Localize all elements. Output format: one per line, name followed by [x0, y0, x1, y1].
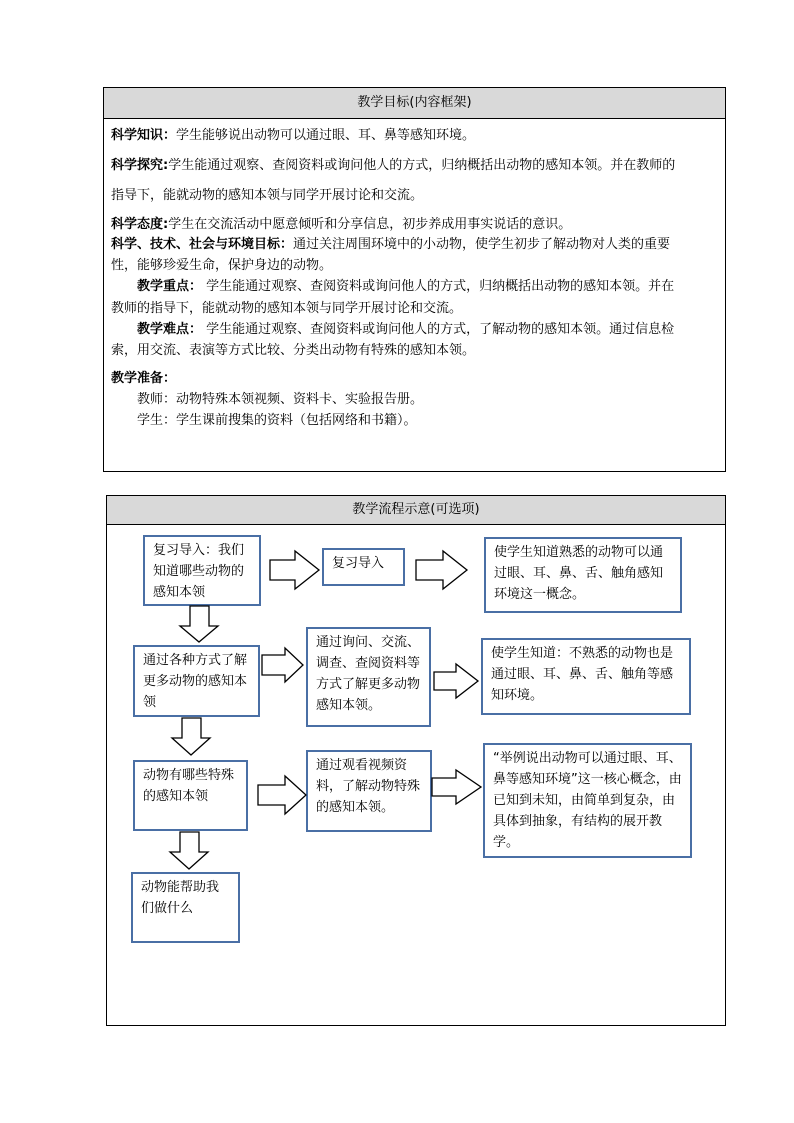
objective-text: 学生能通过观察、查阅资料或询问他人的方式，归纳概括出动物的感知本领。并在 [202, 279, 675, 294]
flow-box-review-intro: 复习导入：我们知道哪些动物的感知本领 [143, 535, 261, 606]
objective-line [111, 341, 475, 361]
objective-text: 学生在交流活动中愿意倾听和分享信息，初步养成用事实说话的意识。 [168, 217, 572, 232]
objective-line [111, 256, 332, 276]
objective-line [111, 299, 462, 319]
flow-box-review: 复习导入 [322, 548, 405, 586]
objective-line [137, 390, 423, 410]
flow-header: 教学流程示意(可选项) [107, 496, 725, 525]
objective-line [137, 277, 674, 297]
flow-box-goal-2: 使学生知道：不熟悉的动物也是通过眼、耳、鼻、舌、触角等感知环境。 [481, 638, 691, 715]
objective-label: 科学知识： [111, 128, 177, 143]
objective-label: 科学探究: [111, 158, 169, 173]
objective-line [137, 320, 674, 340]
objective-label: 教学准备： [111, 371, 177, 386]
objective-text: 学生能通过观察、查阅资料或询问他人的方式，了解动物的感知本领。通过信息检 [202, 322, 675, 337]
objective-label: 科学态度: [111, 217, 169, 232]
objective-text: 学生能够说出动物可以通过眼、耳、鼻等感知环境。 [176, 128, 476, 143]
objective-line [111, 186, 423, 206]
flow-box-special-abilities: 动物有哪些特殊的感知本领 [133, 760, 248, 831]
objective-line [111, 126, 475, 146]
objective-line [111, 156, 675, 176]
objective-text: 学生：学生课前搜集的资料（包括网络和书籍）。 [137, 413, 417, 428]
flow-box-goal-1: 使学生知道熟悉的动物可以通过眼、耳、鼻、舌、触角感知环境这一概念。 [484, 537, 682, 613]
objective-line [111, 215, 571, 235]
flow-box-help-us: 动物能帮助我们做什么 [131, 872, 240, 943]
objectives-table [103, 87, 726, 472]
objective-line [137, 411, 417, 431]
objective-text: 性，能够珍爱生命，保护身边的动物。 [111, 258, 333, 273]
objective-line [111, 369, 176, 389]
flow-box-watch-video: 通过观看视频资料，了解动物特殊的感知本领。 [306, 750, 432, 832]
objective-text: 教师：动物特殊本领视频、资料卡、实验报告册。 [137, 392, 424, 407]
objective-text: 索，用交流、表演等方式比较、分类出动物有特殊的感知本领。 [111, 343, 476, 358]
objective-text: 指导下，能就动物的感知本领与同学开展讨论和交流。 [111, 188, 424, 203]
objective-label: 教学重点： [137, 279, 203, 294]
objective-label: 科学、技术、社会与环境目标： [111, 237, 294, 252]
objective-text: 学生能通过观察、查阅资料或询问他人的方式，归纳概括出动物的感知本领。并在教师的 [168, 158, 676, 173]
flow-box-core-concept: “举例说出动物可以通过眼、耳、鼻等感知环境”这一核心概念，由已知到未知，由简单到复杂，由具体到抽象，有结构的展开教学。 [483, 743, 692, 858]
objective-line [111, 235, 670, 255]
flow-box-research: 通过询问、交流、调查、查阅资料等方式了解更多动物感知本领。 [306, 627, 431, 727]
objectives-header: 教学目标(内容框架) [104, 88, 725, 119]
objective-text: 教师的指导下，能就动物的感知本领与同学开展讨论和交流。 [111, 301, 463, 316]
flow-box-learn-more: 通过各种方式了解更多动物的感知本领 [133, 645, 260, 717]
objective-label: 教学难点： [137, 322, 203, 337]
objective-text: 通过关注周围环境中的小动物，使学生初步了解动物对人类的重要 [293, 237, 671, 252]
